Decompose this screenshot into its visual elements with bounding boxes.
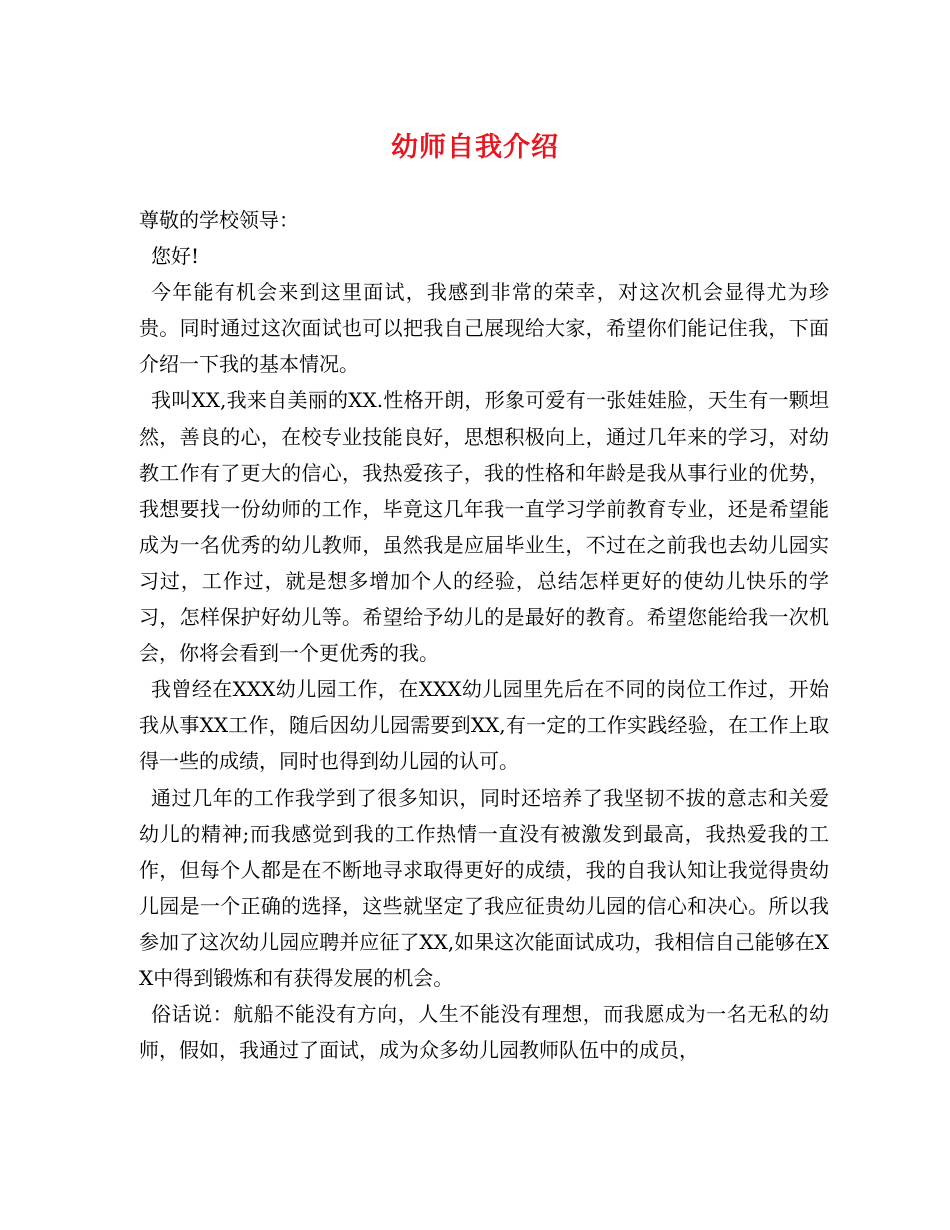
- paragraph-1: 今年能有机会来到这里面试，我感到非常的荣幸，对这次机会显得尤为珍贵。同时通过这次面试也可以把我自己展现给大家，希望你们能记住我，下面介绍一下我的基本情况。: [139, 280, 829, 377]
- paragraph-3: 我曾经在XXX幼儿园工作，在XXX幼儿园里先后在不同的岗位工作过，开始我从事XX工作，随后因幼儿园需要到XX,有一定的工作实践经验，在工作上取得一些的成绩，同时也得到幼儿园的认可。: [139, 677, 829, 774]
- document-body: [139, 202, 829, 1068]
- greeting: 您好!: [151, 244, 200, 269]
- salutation: 尊敬的学校领导：: [139, 208, 299, 232]
- paragraph-5: 俗话说：航船不能没有方向，人生不能没有理想，而我愿成为一名无私的幼师，假如，我通过了面试，成为众多幼儿园教师队伍中的成员，: [139, 1002, 829, 1063]
- document-title: 幼师自我介绍: [391, 132, 559, 163]
- paragraph-2: 我叫XX,我来自美丽的XX.性格开朗，形象可爱有一张娃娃脸，天生有一颗坦然，善良的心，在校专业技能良好，思想积极向上，通过几年来的学习，对幼教工作有了更大的信心，我热爱孩子，我的性格和年龄是我从事行业的优势，我想要找一份幼师的工作，毕竟这几年我一直学习学前教育专业，还是希望能成为一名优秀的幼儿教师，虽然我是应届毕业生，不过在之前我也去幼儿园实习过，工作过，就是想多增加个人的经验，总结怎样更好的使幼儿快乐的学习，怎样保护好幼儿等。希望给予幼儿的是最好的教育。希望您能给我一次机会，你将会看到一个更优秀的我。: [139, 388, 829, 666]
- paragraph-4: 通过几年的工作我学到了很多知识，同时还培养了我坚韧不拔的意志和关爱幼儿的精神;而我感觉到我的工作热情一直没有被激发到最高，我热爱我的工作，但每个人都是在不断地寻求取得更好的成绩，我的自我认知让我觉得贵幼儿园是一个正确的选择，这些就坚定了我应征贵幼儿园的信心和决心。所以我参加了这次幼儿园应聘并应征了XX,如果这次能面试成功，我相信自己能够在XX中得到锻炼和有获得发展的机会。: [139, 785, 829, 990]
